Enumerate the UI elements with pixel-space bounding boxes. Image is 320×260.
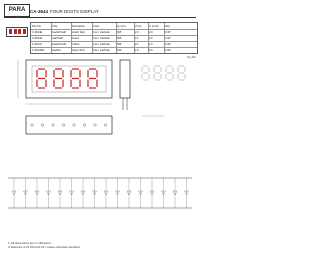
thumbnail-digit xyxy=(9,29,12,34)
notes xyxy=(8,241,80,249)
table-header-cell: Part No. xyxy=(32,24,42,28)
table-cell: 0.36" xyxy=(165,30,171,34)
table-cell: 2.0 xyxy=(149,36,153,40)
table-row-divider xyxy=(31,29,197,30)
table-column-divider xyxy=(164,23,165,53)
table-cell: Com. Cathode xyxy=(93,42,110,46)
side-view-outline xyxy=(120,60,130,98)
table-cell: 2.1 xyxy=(135,36,139,40)
thumbnail-digit xyxy=(23,29,26,34)
pin-hole xyxy=(41,124,43,126)
table-cell: 4.0 xyxy=(149,30,153,34)
table-cell: 1.8 xyxy=(135,48,139,52)
table-cell: 565 xyxy=(117,36,122,40)
table-cell: Com. Cathode xyxy=(93,48,110,52)
pin-hole xyxy=(83,124,85,126)
table-header-cell: Chip xyxy=(52,24,58,28)
brand-logo: PARA xyxy=(4,4,30,17)
pin-hole xyxy=(94,124,96,126)
table-cell: Hi-Eff. Red xyxy=(72,30,85,34)
table-cell: 2.0 xyxy=(149,42,153,46)
pin-hole xyxy=(73,124,75,126)
spec-table xyxy=(30,22,198,54)
pin-hole xyxy=(104,124,106,126)
table-cell: 0.36" xyxy=(165,48,171,52)
circuit-diagram xyxy=(12,178,189,208)
table-cell: 0.36" xyxy=(165,36,171,40)
table-cell: Com. Cathode xyxy=(93,30,110,34)
table-cell: C-3644SR xyxy=(32,48,45,52)
table-cell: GaP/GaP xyxy=(52,36,64,40)
front-view-digits xyxy=(37,69,97,88)
note-line: 1. All dimensions are in millimeters. xyxy=(8,241,52,245)
display-thumbnail xyxy=(6,27,28,37)
header-rule xyxy=(4,17,196,18)
pin-hole xyxy=(52,124,54,126)
table-cell: 660 xyxy=(117,48,122,52)
table-cell: 2.0 xyxy=(135,30,139,34)
table-header-cell: λp (nm) xyxy=(117,24,126,28)
table-cell: GaAlAs xyxy=(52,48,61,52)
table-cell: C-3644Y xyxy=(32,42,43,46)
bottom-view-outline xyxy=(26,116,112,134)
table-row-divider xyxy=(31,35,197,36)
table-cell: GaAsP/GaP xyxy=(52,30,67,34)
bottom-view-pins xyxy=(31,124,107,126)
table-column-divider xyxy=(134,23,135,53)
table-cell: 635 xyxy=(117,30,122,34)
table-cell: Yellow xyxy=(72,42,80,46)
table-cell: 0.36" xyxy=(165,42,171,46)
table-cell: Green xyxy=(72,36,80,40)
table-cell: 585 xyxy=(117,42,122,46)
table-cell: 6.0 xyxy=(149,48,153,52)
table-cell: Super Red xyxy=(72,48,85,52)
table-column-divider xyxy=(92,23,93,53)
part-number: CA-3644 xyxy=(30,9,49,14)
table-header-cell: Iv (mcd) xyxy=(149,24,159,28)
table-row-divider xyxy=(31,47,197,48)
table-header-cell: Description xyxy=(72,24,85,28)
table-column-divider xyxy=(71,23,72,53)
table-row-divider xyxy=(31,41,197,42)
pin-hole xyxy=(31,124,33,126)
table-cell: Com. Cathode xyxy=(93,36,110,40)
table-header-cell: Color xyxy=(93,24,100,28)
table-column-divider xyxy=(51,23,52,53)
thumbnail-digit xyxy=(14,29,17,34)
figure-label: Fig 19A xyxy=(187,56,196,59)
thumbnail-digit xyxy=(18,29,21,34)
table-cell: C-3644E xyxy=(32,30,43,34)
table-header-cell: Size xyxy=(165,24,171,28)
note-line: 2.Tolerance is ±0.25mm(0.01") unless otherwise specified. xyxy=(8,245,81,249)
table-column-divider xyxy=(148,23,149,53)
pin-hole xyxy=(62,124,64,126)
segment-detail-view xyxy=(142,66,185,80)
table-column-divider xyxy=(116,23,117,53)
table-cell: C-3644G xyxy=(32,36,43,40)
table-cell: 2.1 xyxy=(135,42,139,46)
mechanical-drawing xyxy=(4,58,196,236)
table-header-cell: Vf (V) xyxy=(135,24,142,28)
table-cell: GaAsP/GaP xyxy=(52,42,67,46)
page-title: FOUR DIGITS DISPLAY xyxy=(50,9,99,14)
